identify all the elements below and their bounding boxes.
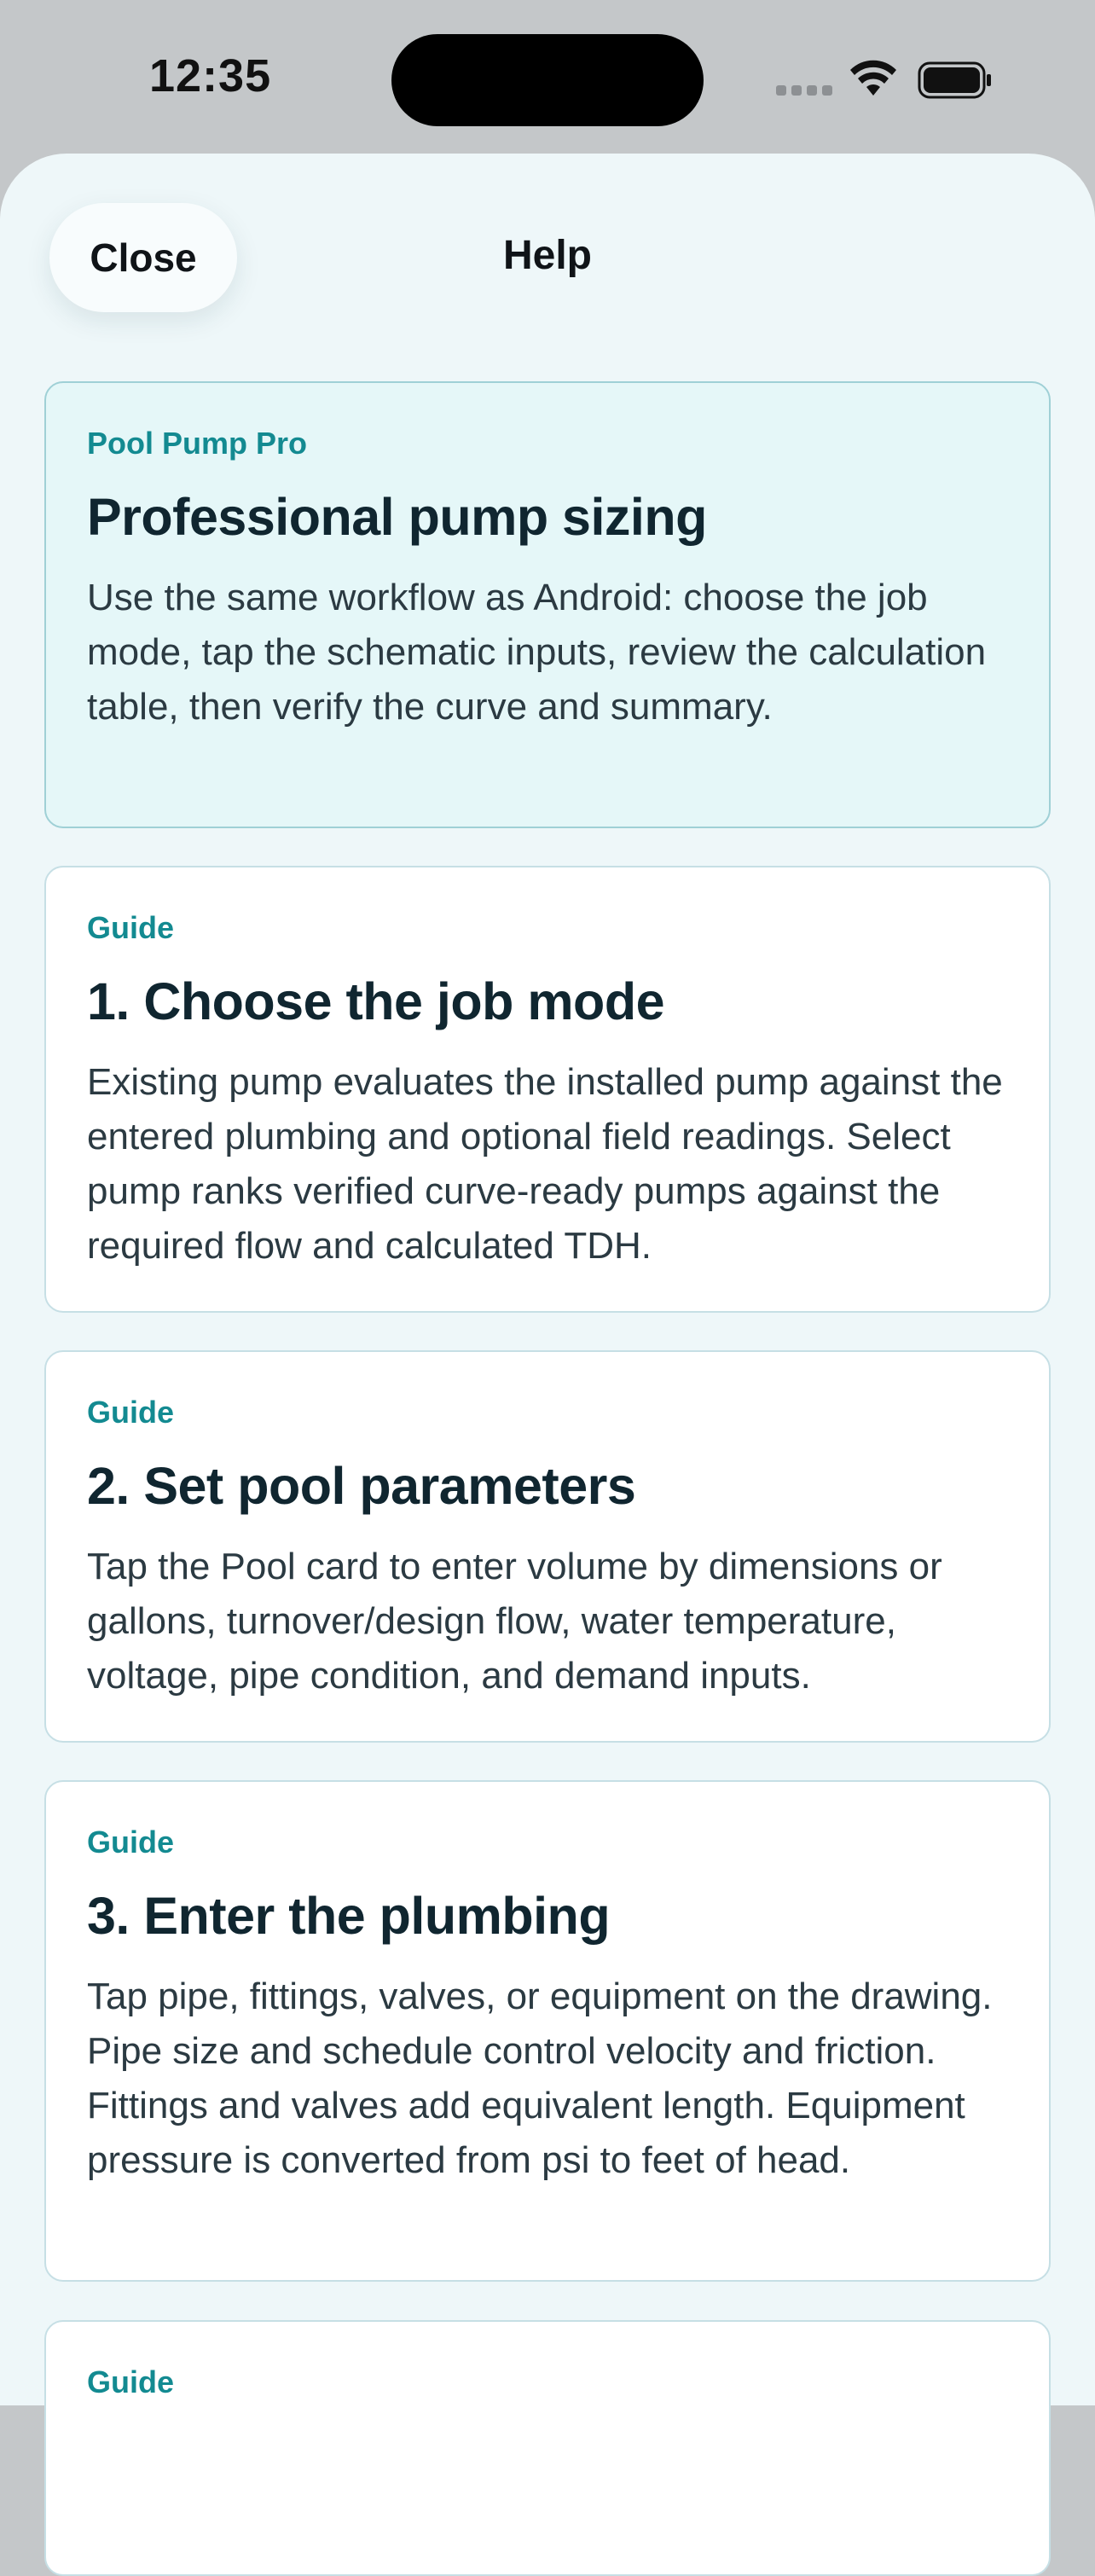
dynamic-island [391, 34, 704, 126]
help-sheet [0, 154, 1095, 2405]
card-eyebrow: Guide [87, 1395, 175, 1430]
status-time: 12:35 [149, 50, 272, 102]
card-body: Use the same workflow as Android: choose the job mode, tap the schematic inputs, review the calculation table, then verify the curve and summary. [87, 577, 987, 728]
card-eyebrow: Guide [87, 2364, 175, 2399]
card-eyebrow: Guide [87, 910, 175, 945]
guide-card-pool-parameters [44, 1350, 1051, 1743]
guide-card-plumbing [44, 1780, 1051, 2282]
card-title: 2. Set pool parameters [87, 1457, 636, 1515]
card-title: 3. Enter the plumbing [87, 1887, 611, 1945]
intro-card [44, 381, 1051, 828]
battery-icon [918, 61, 993, 99]
card-eyebrow: Pool Pump Pro [87, 426, 308, 461]
guide-card-job-mode [44, 866, 1051, 1313]
card-body: Tap the Pool card to enter volume by dimensions or gallons, turnover/design flow, water temperature, voltage, pipe condition, and demand inputs. [87, 1546, 942, 1697]
card-title: Professional pump sizing [87, 488, 707, 546]
guide-card-next [44, 2320, 1051, 2576]
page-title: Help [502, 233, 592, 278]
card-body: Existing pump evaluates the installed pump against the entered plumbing and optional field readings. Select pump ranks verified curve-ready pumps against the required flow and calculated TDH. [87, 1061, 1003, 1267]
cellular-signal-icon [776, 85, 832, 96]
card-eyebrow: Guide [87, 1825, 175, 1859]
card-body: Tap pipe, fittings, valves, or equipment on the drawing. Pipe size and schedule control velocity and friction. Fittings and valves add equivalent length. Equipment pressure is converted from psi to feet of head. [87, 1976, 993, 2181]
wifi-icon [849, 58, 897, 97]
card-title: 1. Choose the job mode [87, 972, 665, 1030]
close-button[interactable]: Close [49, 203, 237, 312]
status-bar [0, 0, 1095, 154]
